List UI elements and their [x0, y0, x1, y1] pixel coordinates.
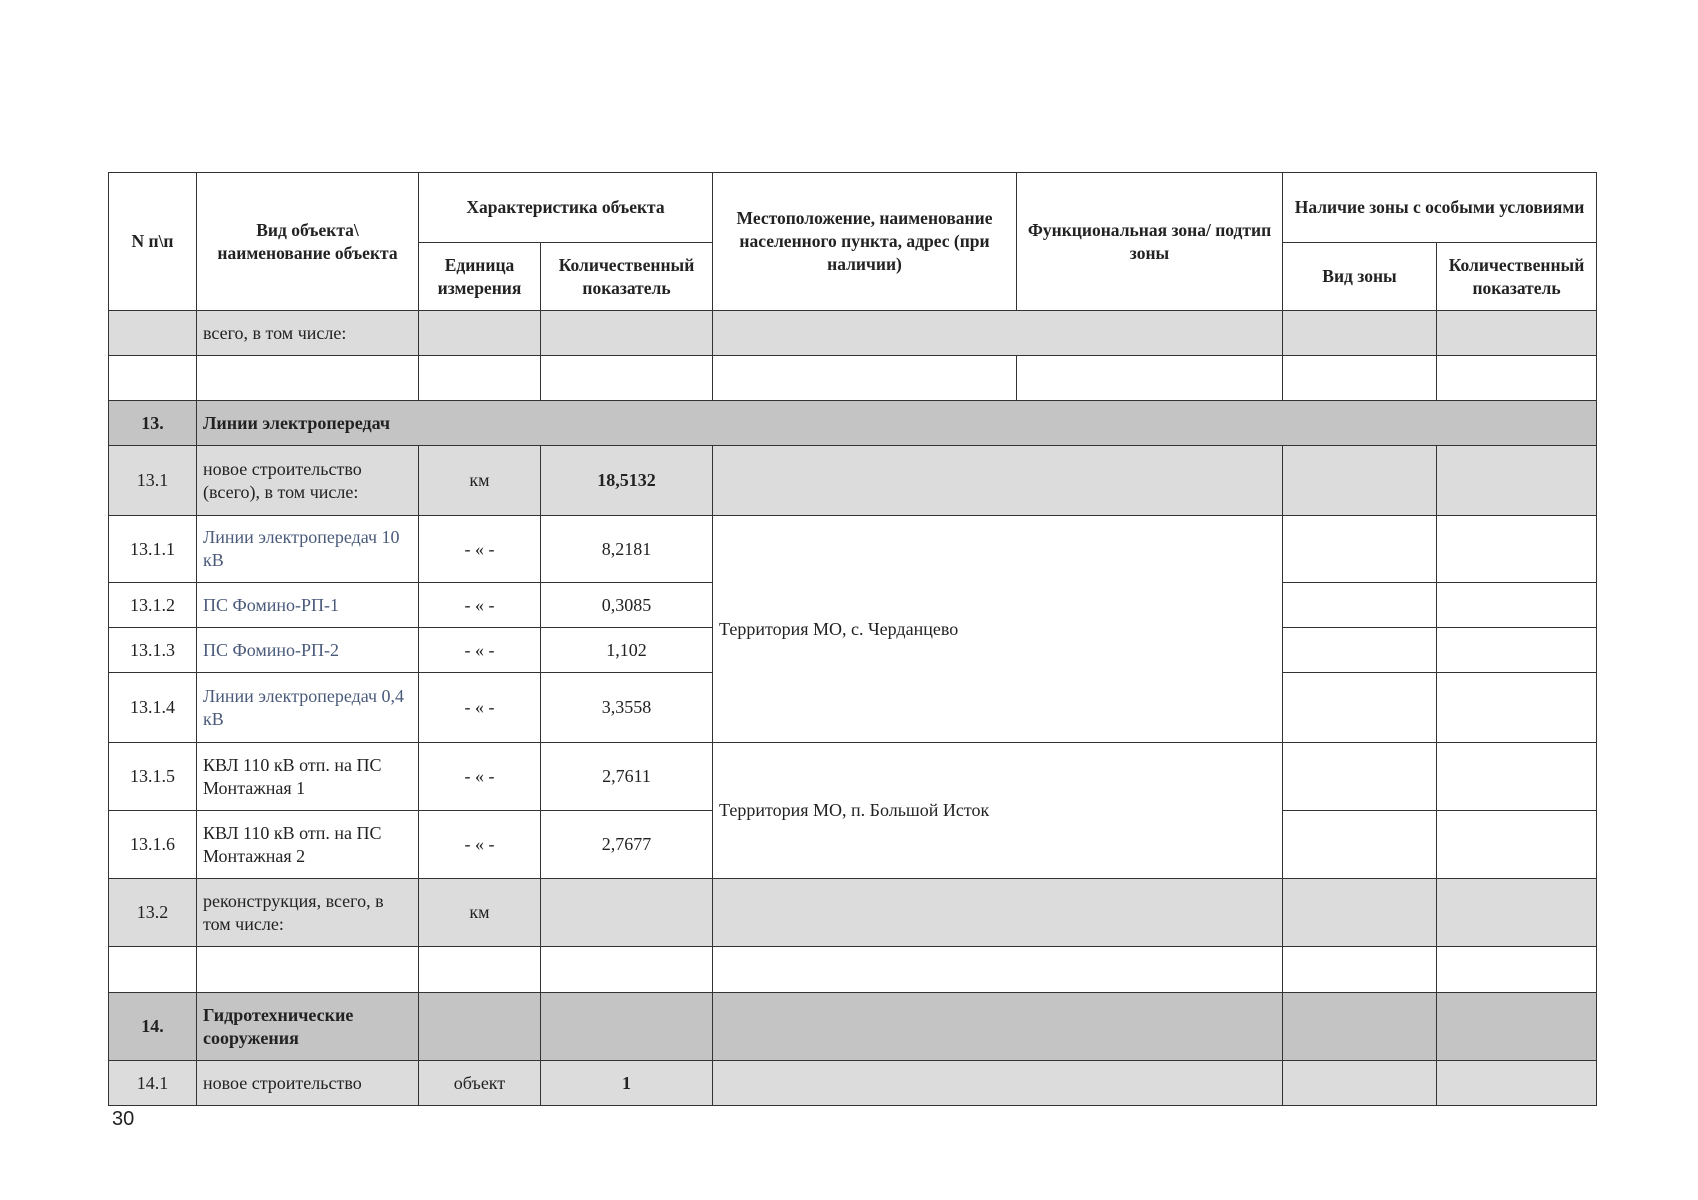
section-13-num: 13.	[109, 401, 197, 446]
row-quantity: 0,3085	[541, 583, 713, 628]
row-num: 13.1.1	[109, 516, 197, 583]
row-name: ПС Фомино-РП-2	[197, 628, 419, 673]
row-quantity: 1	[541, 1061, 713, 1106]
total-label: всего, в том числе:	[197, 311, 419, 356]
row-name: ПС Фомино-РП-1	[197, 583, 419, 628]
row-quantity: 1,102	[541, 628, 713, 673]
row-unit: - « -	[419, 743, 541, 811]
objects-table	[108, 172, 1597, 1106]
table-row	[109, 879, 1597, 947]
row-num: 13.1.6	[109, 811, 197, 879]
header-object-type: Вид объекта\ наименование объекта	[197, 173, 419, 311]
row-num: 13.2	[109, 879, 197, 947]
row-name: новое строительство	[197, 1061, 419, 1106]
row-num: 13.1.5	[109, 743, 197, 811]
header-quantity: Количественный показатель	[541, 243, 713, 311]
table-row	[109, 947, 1597, 993]
table-row	[109, 516, 1597, 583]
row-num: 13.1.3	[109, 628, 197, 673]
row-name: КВЛ 110 кВ отп. на ПС Монтажная 1	[197, 743, 419, 811]
row-unit: - « -	[419, 811, 541, 879]
header-num: N п\п	[109, 173, 197, 311]
header-unit: Единица измерения	[419, 243, 541, 311]
row-unit: объект	[419, 1061, 541, 1106]
table-row	[109, 311, 1597, 356]
row-unit: км	[419, 879, 541, 947]
row-unit: - « -	[419, 583, 541, 628]
row-name: реконструкция, всего, в том числе:	[197, 879, 419, 947]
header-zone-quantity: Количественный показатель	[1437, 243, 1597, 311]
location-cherdantsevo: Территория МО, с. Черданцево	[713, 516, 1283, 743]
row-unit: - « -	[419, 628, 541, 673]
section-row-14	[109, 993, 1597, 1061]
row-num: 13.1.2	[109, 583, 197, 628]
row-unit: - « -	[419, 516, 541, 583]
header-functional-zone: Функциональная зона/ подтип зоны	[1017, 173, 1283, 311]
location-bolshoy-istok: Территория МО, п. Большой Исток	[713, 743, 1283, 879]
row-name: КВЛ 110 кВ отп. на ПС Монтажная 2	[197, 811, 419, 879]
table-row	[109, 356, 1597, 401]
page-number: 30	[112, 1108, 135, 1130]
row-name: Линии электропередач 10 кВ	[197, 516, 419, 583]
section-14-num: 14.	[109, 993, 197, 1061]
table-row	[109, 743, 1597, 811]
table-row	[109, 1061, 1597, 1106]
table-row	[109, 446, 1597, 516]
row-num: 14.1	[109, 1061, 197, 1106]
header-characteristic: Характеристика объекта	[419, 173, 713, 243]
row-num: 13.1.4	[109, 673, 197, 743]
section-13-title: Линии электропередач	[197, 401, 1597, 446]
row-quantity: 8,2181	[541, 516, 713, 583]
header-zone-type: Вид зоны	[1283, 243, 1437, 311]
row-name: Линии электропередач 0,4 кВ	[197, 673, 419, 743]
row-num: 13.1	[109, 446, 197, 516]
row-unit: - « -	[419, 673, 541, 743]
row-quantity: 3,3558	[541, 673, 713, 743]
row-quantity: 2,7677	[541, 811, 713, 879]
row-quantity: 2,7611	[541, 743, 713, 811]
section-14-title: Гидротехнические сооружения	[197, 993, 419, 1061]
section-row-13	[109, 401, 1597, 446]
row-unit: км	[419, 446, 541, 516]
header-location: Местоположение, наименование населенного пункта, адрес (при наличии)	[713, 173, 1017, 311]
row-name: новое строительство (всего), в том числе:	[197, 446, 419, 516]
header-special-zone: Наличие зоны с особыми условиями	[1283, 173, 1597, 243]
row-quantity: 18,5132	[541, 446, 713, 516]
